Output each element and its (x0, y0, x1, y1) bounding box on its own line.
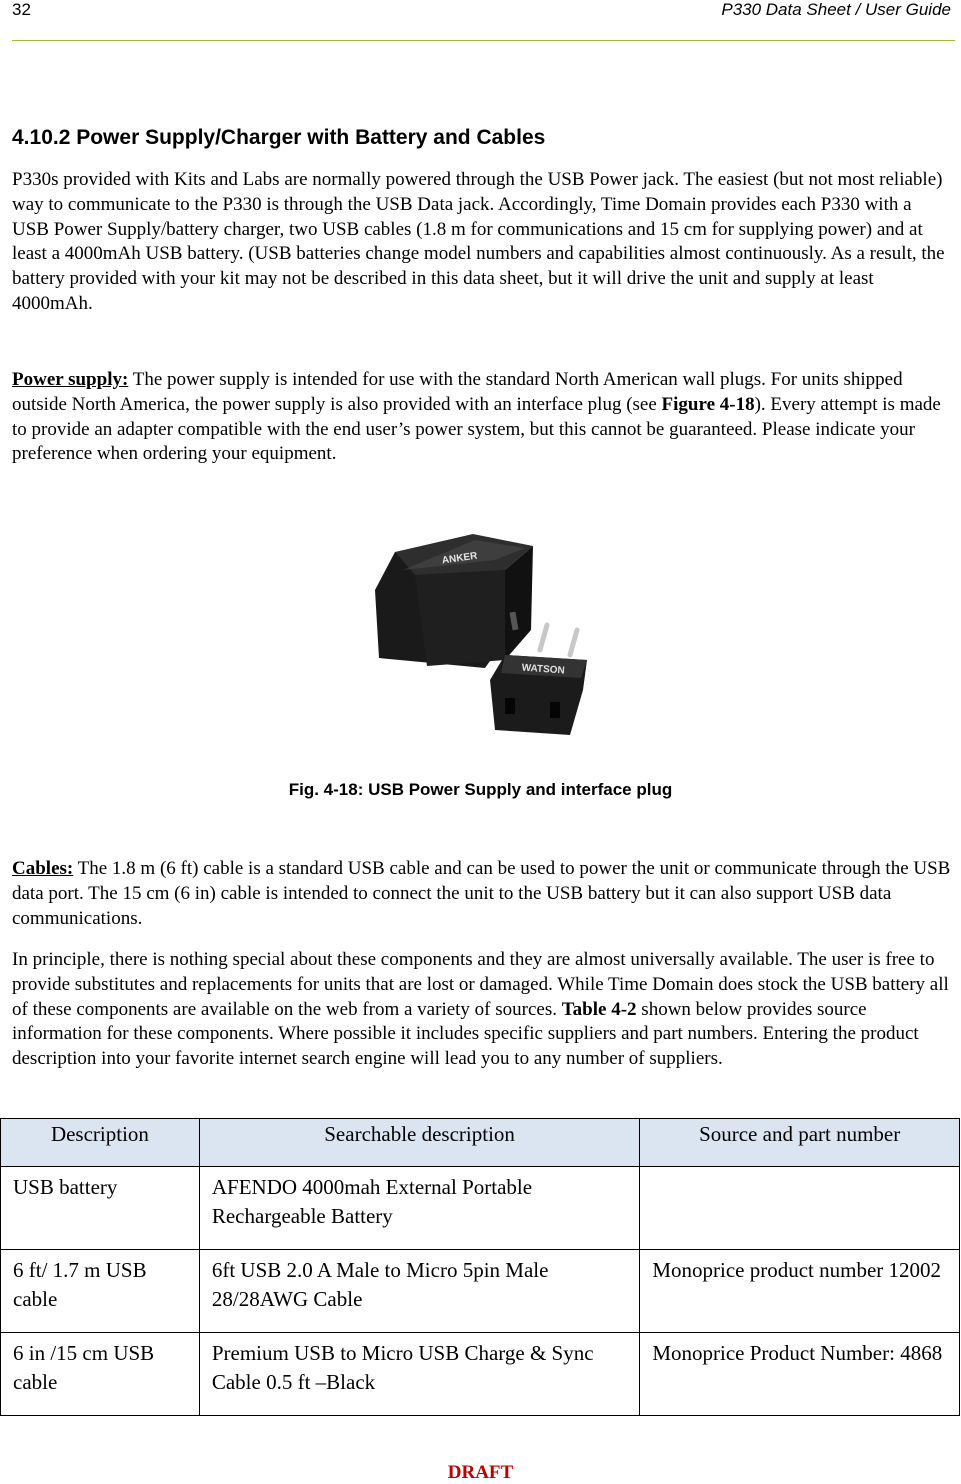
table-header-row (1, 1119, 960, 1167)
header-source-part-number: Source and part number (640, 1119, 960, 1167)
header-searchable-description: Searchable description (199, 1119, 639, 1167)
power-supply-text-1: The power supply is intended for use with the standard North American wall plugs. For units shipped outside North America, the power supply is also provided with an interface plug (see (12, 369, 903, 415)
cables-paragraph (12, 857, 952, 931)
section-heading: 4.10.2 Power Supply/Charger with Battery and Cables (12, 126, 546, 149)
power-supply-label: Power supply: (12, 369, 129, 390)
adapter-brand-label: ANKER (441, 550, 479, 567)
document-title: P330 Data Sheet / User Guide (721, 0, 951, 19)
cables-text: The 1.8 m (6 ft) cable is a standard USB cable and can be used to power the unit or communicate through the USB data port. The 15 cm (6 in) cable is intended to connect the unit to the USB battery but it can also support USB data communications. (12, 858, 951, 929)
power-supply-paragraph (12, 368, 952, 467)
figure-caption: Fig. 4-18: USB Power Supply and interface plug (288, 780, 673, 799)
cables-label: Cables: (12, 858, 74, 879)
table-row (1, 1167, 960, 1250)
table-cell: USB battery (1, 1167, 200, 1250)
power-supply-figure (355, 530, 605, 750)
principle-text-1: In principle, there is nothing special about these components and they are almost universally available. The user is free to provide substitutes and replacements for units that are lost or damaged. While Time Domain does stock the USB battery all of these components are available on the web from a variety of sources. (12, 949, 949, 1020)
table-cell: Premium USB to Micro USB Charge & Sync Cable 0.5 ft –Black (199, 1333, 639, 1416)
intro-paragraph: P330s provided with Kits and Labs are normally powered through the USB Power jack. The easiest (but not most reliable) way to communicate to the P330 is through the USB Data jack. Accordingly, Time Domain provides each P330 with a USB Power Supply/battery charger, two USB cables (1.8 m for communications and 15 cm for supplying power) and at least a 4000mAh USB battery. (USB batteries change model numbers and capabilities almost continuously. As a result, the battery provided with your kit may not be described in this data sheet, but it will drive the unit and supply at least 4000mAh. (12, 169, 945, 314)
page-header (12, 0, 955, 41)
table-cell (640, 1167, 960, 1250)
table-row (1, 1250, 960, 1333)
plug-brand-label: WATSON (521, 662, 566, 677)
draft-footer: DRAFT (447, 1462, 514, 1483)
table-cell: Monoprice Product Number: 4868 (640, 1333, 960, 1416)
table-cell: 6 in /15 cm USB cable (1, 1333, 200, 1416)
power-supply-photo (355, 530, 605, 750)
table-row (1, 1333, 960, 1416)
table-cell: 6ft USB 2.0 A Male to Micro 5pin Male 28/28AWG Cable (199, 1250, 639, 1333)
header-description: Description (1, 1119, 200, 1167)
page-number: 32 (12, 0, 31, 19)
principle-paragraph (12, 948, 952, 1072)
parts-table (0, 1118, 960, 1416)
principle-text-2: shown below provides source information for these components. Where possible it includes specific suppliers and part numbers. Entering the product description into your favorite internet search engine will lead you to any number of suppliers. (12, 998, 919, 1070)
table-reference-link[interactable]: Table 4-2 (561, 998, 637, 1020)
table-cell: AFENDO 4000mah External Portable Rechargeable Battery (199, 1167, 639, 1250)
table-cell: Monoprice product number 12002 (640, 1250, 960, 1333)
power-supply-text-2: ). Every attempt is made to provide an adapter compatible with the end user’s power system, but this cannot be guaranteed. Please indicate your preference when ordering your equipment. (12, 393, 941, 465)
table-cell: 6 ft/ 1.7 m USB cable (1, 1250, 200, 1333)
figure-reference-link[interactable]: Figure 4-18 (661, 393, 755, 415)
